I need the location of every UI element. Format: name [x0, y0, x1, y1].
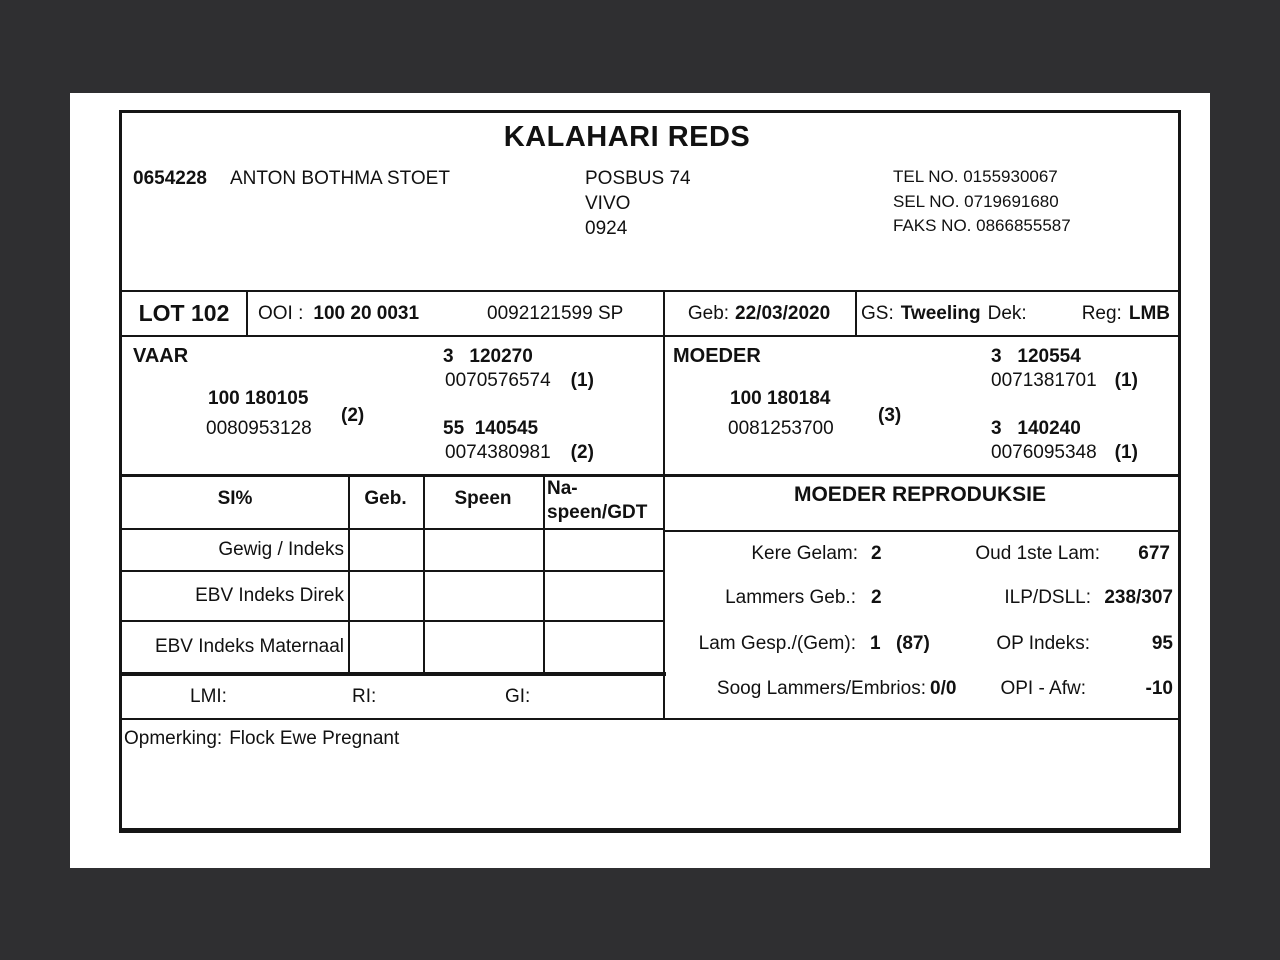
catalog-card	[119, 110, 1181, 833]
repro-label: ILP/DSLL:	[1004, 587, 1091, 608]
geb-field	[663, 292, 855, 335]
repro-label: Soog Lammers/Embrios:	[716, 678, 926, 699]
vaar-sire-note: (1)	[570, 370, 594, 391]
sel-line: SEL NO. 0719691680	[893, 191, 1059, 211]
gi-label: GI:	[505, 686, 531, 707]
table-row-label-ebv-direk: EBV Indeks Direk	[195, 585, 344, 606]
ooi-id: 100 20 0031	[313, 303, 420, 324]
geb-label: Geb:	[687, 303, 730, 324]
moeder-heading: MOEDER	[673, 345, 761, 367]
faks-line: FAKS NO. 0866855587	[893, 216, 1071, 235]
vaar-dam-id: 55 140545	[443, 418, 539, 439]
repro-value: 95	[1151, 633, 1173, 654]
col-header-geb: Geb.	[364, 488, 407, 509]
vaar-sire-line	[445, 370, 594, 392]
opmerking-label: Opmerking:	[124, 728, 223, 749]
opmerking-top-line	[122, 718, 1178, 720]
repro-row-lammers-geb	[663, 587, 1178, 613]
moeder-sire-note: (1)	[1114, 370, 1138, 391]
vaar-dam-note: (2)	[570, 442, 594, 463]
vaar-heading: VAAR	[133, 345, 189, 367]
repro-value: 238/307	[1104, 587, 1173, 608]
vaar-dam-line	[445, 442, 594, 464]
col-header-si: SI%	[217, 488, 253, 509]
table-row-line-2	[122, 570, 663, 572]
repro-value: 0/0	[930, 678, 957, 699]
opmerking-value: Flock Ewe Pregnant	[229, 728, 400, 749]
repro-title: MOEDER REPRODUKSIE	[793, 483, 1047, 506]
vaar-id: 100 180105	[208, 388, 309, 409]
table-row-label-gewig: Gewig / Indeks	[218, 539, 344, 560]
page-title: KALAHARI REDS	[503, 121, 751, 153]
gs-label: GS:	[861, 303, 894, 324]
reg-value: LMB	[1128, 303, 1170, 324]
repro-label: Oud 1ste Lam:	[975, 543, 1100, 564]
breeder-name: ANTON BOTHMA STOET	[230, 168, 450, 189]
address-line-1: POSBUS 74	[585, 168, 691, 189]
moeder-dam-reg: 0076095348	[991, 442, 1097, 463]
opmerking-field	[124, 728, 399, 750]
lot-row-bottom-line	[122, 335, 1178, 337]
document-page	[70, 93, 1210, 868]
moeder-note: (3)	[878, 405, 902, 426]
tel-line: TEL NO. 0155930067	[893, 167, 1058, 186]
repro-row-lam-gesp	[663, 633, 1178, 659]
col-header-naspeen: Na-speen/GDT	[547, 478, 648, 523]
moeder-id: 100 180184	[730, 388, 831, 409]
repro-value: 1	[870, 633, 881, 654]
vaar-sire-id: 3 120270	[443, 346, 533, 367]
vaar-reg: 0080953128	[206, 418, 312, 439]
moeder-dam-line	[991, 442, 1138, 464]
table-bottom-thick-line	[122, 672, 666, 676]
repro-value: 2	[871, 543, 882, 564]
moeder-dam-note: (1)	[1114, 442, 1138, 463]
moeder-sire-id: 3 120554	[991, 346, 1081, 367]
ooi-reg-number: 0092121599 SP	[487, 303, 624, 324]
vaar-dam-reg: 0074380981	[445, 442, 551, 463]
repro-row-soog-lammers	[663, 678, 1178, 704]
lmi-label: LMI:	[190, 686, 227, 707]
vaar-note: (2)	[341, 405, 365, 426]
table-col-divider-3	[543, 474, 545, 676]
col-header-speen: Speen	[454, 488, 512, 509]
repro-value: -10	[1145, 678, 1173, 699]
table-row-label-ebv-maternaal: EBV Indeks Maternaal	[154, 636, 344, 657]
table-row-line-1	[122, 528, 663, 530]
moeder-sire-reg: 0071381701	[991, 370, 1097, 391]
ooi-label: OOI :	[258, 303, 304, 324]
repro-label: OP Indeks:	[996, 633, 1090, 654]
moeder-reg: 0081253700	[728, 418, 834, 439]
repro-label: Kere Gelam:	[751, 543, 858, 564]
dek-label: Dek:	[987, 303, 1027, 324]
moeder-sire-line	[991, 370, 1138, 392]
lot-cell-divider-2	[855, 292, 857, 335]
repro-label: OPI - Afw:	[1000, 678, 1086, 699]
repro-value: 677	[1138, 543, 1170, 564]
lot-number: LOT 102	[138, 300, 230, 326]
geb-date: 22/03/2020	[735, 303, 831, 324]
gs-value: Tweeling	[900, 303, 981, 324]
ri-label: RI:	[352, 686, 377, 707]
contact-block	[893, 165, 1071, 239]
repro-row-kere-gelam	[663, 543, 1178, 569]
moeder-dam-id: 3 140240	[991, 418, 1081, 439]
gs-field	[861, 292, 1027, 335]
repro-value-extra: (87)	[896, 633, 930, 654]
repro-label: Lammers Geb.:	[725, 587, 856, 608]
repro-label: Lam Gesp./(Gem):	[698, 633, 856, 654]
vaar-sire-reg: 0070576574	[445, 370, 551, 391]
address-line-2: VIVO	[585, 193, 631, 214]
lot-cell-divider-1	[246, 292, 248, 335]
address-block	[585, 166, 691, 241]
address-line-3: 0924	[585, 218, 628, 239]
repro-value: 2	[871, 587, 882, 608]
breeder-number: 0654228	[133, 168, 207, 189]
reg-label: Reg:	[1081, 303, 1122, 324]
reg-field	[1082, 292, 1170, 335]
ooi-field	[258, 292, 419, 335]
table-row-line-3	[122, 620, 663, 622]
repro-title-underline	[663, 530, 1178, 532]
